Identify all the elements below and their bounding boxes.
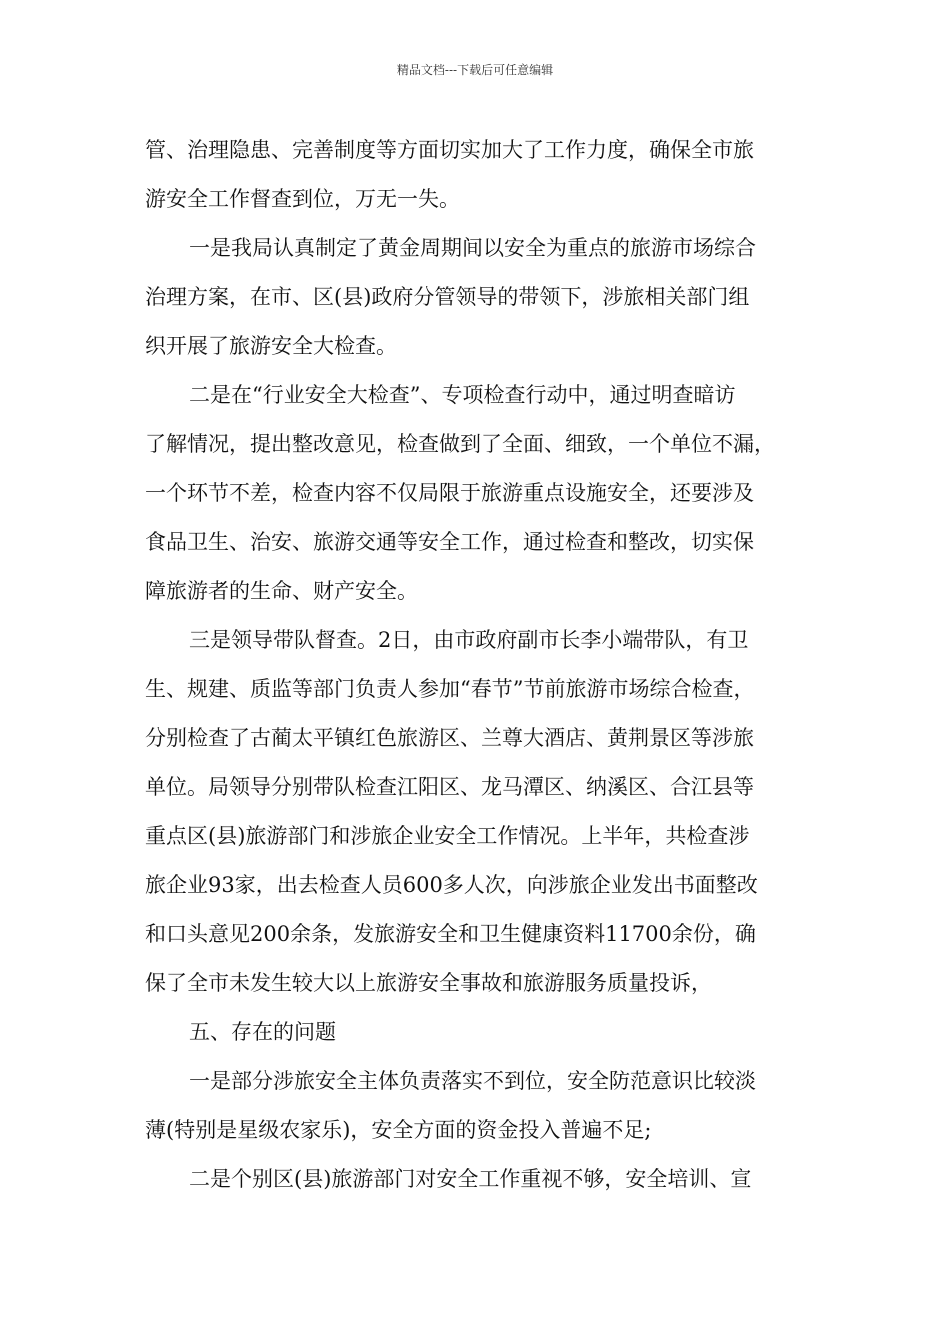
text-line: 一个环节不差，检查内容不仅局限于旅游重点设施安全，还要涉及 — [145, 481, 754, 505]
paragraph — [145, 1155, 809, 1204]
text-line: 织开展了旅游安全大检查。 — [145, 334, 397, 358]
text-line: 生、规建、质监等部门负责人参加“春节”节前旅游市场综合检查， — [145, 677, 755, 701]
text-line: 一是我局认真制定了黄金周期间以安全为重点的旅游市场综合 — [189, 236, 756, 260]
paragraph — [145, 1057, 809, 1155]
text-line: 薄(特别是星级农家乐)，安全方面的资金投入普遍不足; — [145, 1118, 652, 1142]
paragraph — [145, 224, 809, 371]
text-line: 一是部分涉旅安全主体负责落实不到位，安全防范意识比较淡 — [189, 1069, 756, 1093]
paragraph — [145, 1008, 809, 1057]
text-line: 和口头意见200余条，发旅游安全和卫生健康资料11700余份，确 — [145, 922, 756, 946]
text-line: 游安全工作督查到位，万无一失。 — [145, 187, 460, 211]
paragraph — [145, 616, 809, 1008]
text-line: 障旅游者的生命、财产安全。 — [145, 579, 418, 603]
paragraph — [145, 371, 809, 616]
text-line: 三是领导带队督查。2日，由市政府副市长李小端带队，有卫 — [189, 628, 749, 652]
text-line: 五、存在的问题 — [189, 1020, 336, 1044]
text-line: 保了全市未发生较大以上旅游安全事故和旅游服务质量投诉， — [145, 971, 712, 995]
document-body — [145, 126, 809, 1204]
text-line: 二是个别区(县)旅游部门对安全工作重视不够，安全培训、宣 — [189, 1167, 752, 1191]
text-line: 重点区(县)旅游部门和涉旅企业安全工作情况。上半年，共检查涉 — [145, 824, 750, 848]
text-line: 管、治理隐患、完善制度等方面切实加大了工作力度，确保全市旅 — [145, 138, 754, 162]
text-line: 单位。局领导分别带队检查江阳区、龙马潭区、纳溪区、合江县等 — [145, 775, 754, 799]
text-line: 分别检查了古蔺太平镇红色旅游区、兰尊大酒店、黄荆景区等涉旅 — [145, 726, 754, 750]
paragraph — [145, 126, 809, 224]
text-line: 旅企业93家，出去检查人员600多人次，向涉旅企业发出书面整改 — [145, 873, 758, 897]
text-line: 食品卫生、治安、旅游交通等安全工作，通过检查和整改，切实保 — [145, 530, 754, 554]
text-line: 二是在“行业安全大检查”、专项检查行动中，通过明查暗访 — [189, 383, 736, 407]
text-line: 了解情况，提出整改意见，检查做到了全面、细致，一个单位不漏， — [145, 432, 775, 456]
text-line: 治理方案，在市、区(县)政府分管领导的带领下，涉旅相关部门组 — [145, 285, 750, 309]
page-header: 精品文档---下载后可任意编辑 — [396, 63, 554, 77]
